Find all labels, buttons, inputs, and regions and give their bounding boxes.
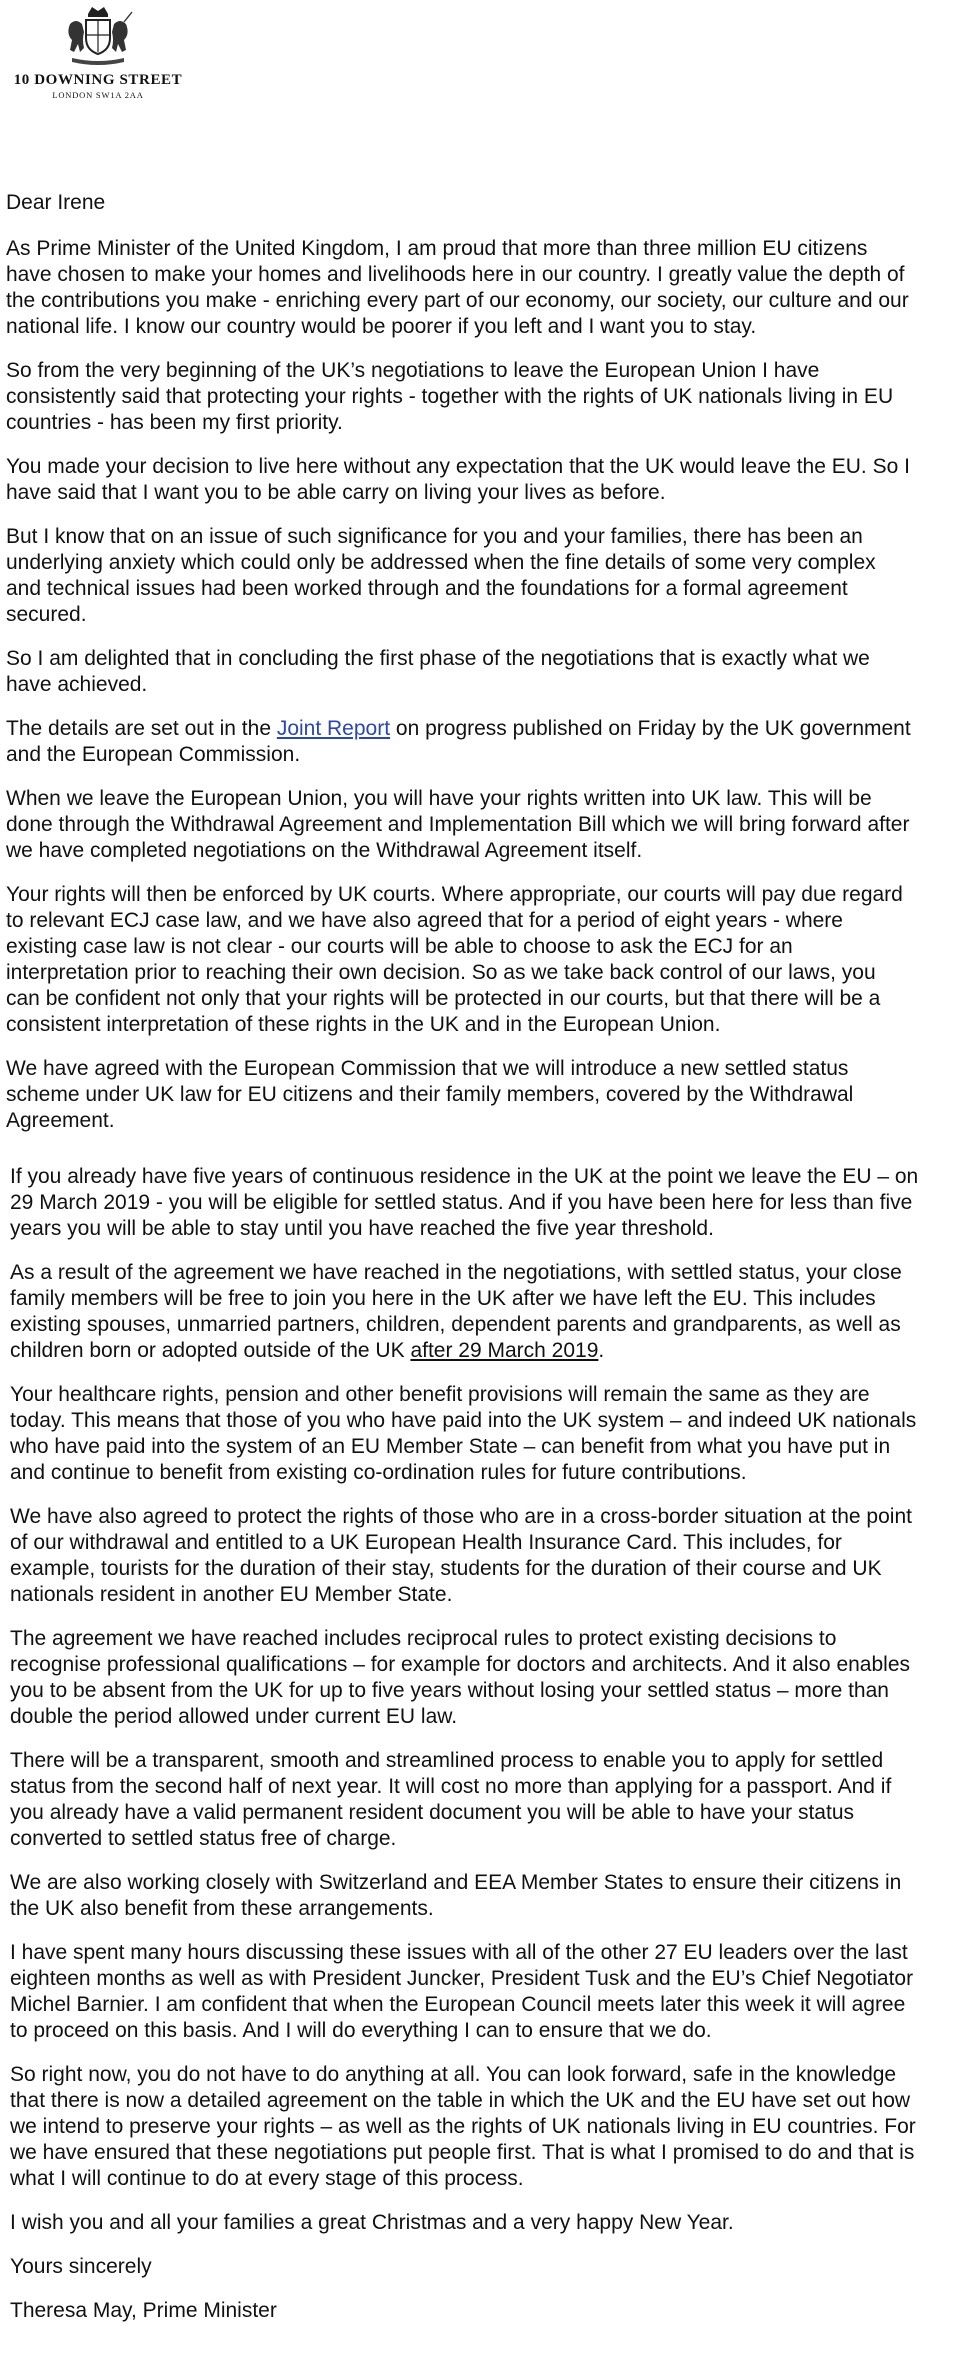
line: years you will be able to stay until you have reached the five year threshold. [10,1217,714,1240]
line: If you already have five years of continuous residence in the UK at the point we leave the EU – on [10,1165,919,1188]
line: done through the Withdrawal Agreement and Implementation Bill which we will bring forward after [6,813,910,836]
line: 29 March 2019 - you will be eligible for settled status. And if you have been here for less than five [10,1191,913,1214]
line: family members will be free to join you here in the UK after we have left the EU. This includes [10,1287,876,1310]
paragraph-17 [0,1940,980,2044]
line: Agreement. [6,1109,115,1132]
line: But I know that on an issue of such significance for you and your families, there has been an [6,525,863,548]
line: So I am delighted that in concluding the first phase of the negotiations that is exactly what we [6,647,870,670]
line-text: The details are set out in the [6,717,277,740]
line: countries - has been my first priority. [6,411,343,434]
line: to relevant ECJ case law, and we have also agreed that for a period of eight years - where [6,909,843,932]
royal-coat-of-arms-icon [50,4,146,66]
line: We are also working closely with Switzerland and EEA Member States to ensure their citizens in [10,1871,902,1894]
paragraph-4 [0,524,980,628]
paragraph-2 [0,358,980,436]
paragraph-3 [0,454,980,506]
line: have said that I want you to be able carry on living your lives as before. [6,481,666,504]
line: I have spent many hours discussing these issues with all of the other 27 EU leaders over the last [10,1941,908,1964]
paragraph-1 [0,236,980,340]
line: converted to settled status free of charge. [10,1827,397,1850]
line [6,716,980,742]
line: As Prime Minister of the United Kingdom, I am proud that more than three million EU citizens [6,237,868,260]
line: Your rights will then be enforced by UK courts. Where appropriate, our courts will pay due regard [6,883,903,906]
line: I wish you and all your families a great Christmas and a very happy New Year. [10,2211,734,2234]
line: who have paid into the system of an EU Member State – can benefit from what you have put in [10,1435,891,1458]
paragraph-5 [0,646,980,698]
line: to proceed on this basis. And I will do everything I can to ensure that we do. [10,2019,712,2042]
line: There will be a transparent, smooth and streamlined process to enable you to apply for settled [10,1749,884,1772]
closing: Yours sincerely [10,2255,152,2278]
line: have chosen to make your homes and livelihoods here in our country. I greatly value the depth of [6,263,905,286]
greeting: Dear Irene [6,191,106,214]
line-text: on progress published on Friday by the UK government [390,717,911,740]
line: eighteen months as well as with President Juncker, President Tusk and the EU’s Chief Negotiator [10,1967,914,1990]
joint-report-link[interactable]: Joint Report [276,717,391,740]
line: we have completed negotiations on the Withdrawal Agreement itself. [6,839,643,862]
paragraph-8 [0,882,980,1038]
line: and technical issues had been worked through and the foundations for a formal agreement [6,577,848,600]
paragraph-16 [0,1870,980,1922]
line: the contributions you make - enriching every part of our economy, our society, our culture and our [6,289,909,312]
line [10,1338,980,1364]
line: and the European Commission. [6,743,301,766]
paragraph-7 [0,786,980,864]
paragraph-11 [0,1260,980,1364]
line: double the period allowed under current EU law. [10,1705,458,1728]
line: we intend to preserve your rights – as well as the rights of UK nationals living in EU countries. For [10,2115,916,2138]
paragraph-10 [0,1164,980,1242]
line: you to be absent from the UK for up to five years without losing your settled status – more than [10,1679,889,1702]
line: underlying anxiety which could only be addressed when the fine details of some very complex [6,551,876,574]
line: scheme under UK law for EU citizens and their family members, covered by the Withdrawal [6,1083,854,1106]
paragraph-18 [0,2062,980,2192]
letterhead [0,0,200,110]
line: Your healthcare rights, pension and other benefit provisions will remain the same as they are [10,1383,870,1406]
line: national life. I know our country would be poorer if you left and I want you to stay. [6,315,757,338]
line: consistent interpretation of these rights in the UK and in the European Union. [6,1013,721,1036]
line: can be confident not only that your rights will be protected in our courts, but that there will be a [6,987,881,1010]
paragraph-13 [0,1504,980,1608]
line: example, tourists for the duration of their stay, students for the duration of their course and UK [10,1557,882,1580]
letterhead-address: LONDON SW1A 2AA [52,90,144,100]
letter-body [0,190,980,2342]
line: So right now, you do not have to do anything at all. You can look forward, safe in the knowledge [10,2063,897,2086]
line: existing spouses, unmarried partners, children, dependent parents and grandparents, as well as [10,1313,901,1336]
line: and continue to benefit from existing co-ordination rules for future contributions. [10,1461,747,1484]
paragraph-12 [0,1382,980,1486]
line: existing case law is not clear - our courts will be able to choose to ask the ECJ for an [6,935,793,958]
paragraph-14 [0,1626,980,1730]
line: We have also agreed to protect the rights of those who are in a cross-border situation at the point [10,1505,912,1528]
line-text: . [598,1339,605,1362]
line: that there is now a detailed agreement on the table in which the UK and the EU have set out how [10,2089,911,2112]
paragraph-19 [0,2210,980,2236]
line: You made your decision to live here without any expectation that the UK would leave the EU. So I [6,455,910,478]
paragraph-9 [0,1056,980,1134]
line: what I will continue to do at every stage of this process. [10,2167,524,2190]
line-text: children born or adopted outside of the UK [10,1339,411,1362]
paragraph-6 [0,716,980,768]
line: of our withdrawal and entitled to a UK European Health Insurance Card. This includes, for [10,1531,842,1554]
line: When we leave the European Union, you will have your rights written into UK law. This will be [6,787,872,810]
line: The agreement we have reached includes reciprocal rules to protect existing decisions to [10,1627,837,1650]
line: status from the second half of next year. It will cost no more than applying for a passport. And if [10,1775,892,1798]
date-underlined: after 29 March 2019 [410,1339,599,1362]
line: the UK also benefit from these arrangements. [10,1897,434,1920]
line: have achieved. [6,673,148,696]
line: you already have a valid permanent resident document you will be able to have your status [10,1801,854,1824]
line: interpretation prior to reaching their own decision. So as we take back control of our laws, you [6,961,876,984]
line: nationals resident in another EU Member State. [10,1583,453,1606]
line: secured. [6,603,87,626]
paragraph-15 [0,1748,980,1852]
signature: Theresa May, Prime Minister [10,2299,277,2322]
line: So from the very beginning of the UK’s negotiations to leave the European Union I have [6,359,820,382]
line: today. This means that those of you who have paid into the UK system – and indeed UK nationals [10,1409,917,1432]
letterhead-name: 10 DOWNING STREET [13,72,183,88]
line: recognise professional qualifications – for example for doctors and architects. And it also enables [10,1653,911,1676]
line: we have ensured that these negotiations put people first. That is what I promised to do and that is [10,2141,915,2164]
line: As a result of the agreement we have reached in the negotiations, with settled status, your close [10,1261,902,1284]
line: Michel Barnier. I am confident that when the European Council meets later this week it will agree [10,1993,906,2016]
line: consistently said that protecting your rights - together with the rights of UK nationals living in EU [6,385,894,408]
line: We have agreed with the European Commission that we will introduce a new settled status [6,1057,849,1080]
